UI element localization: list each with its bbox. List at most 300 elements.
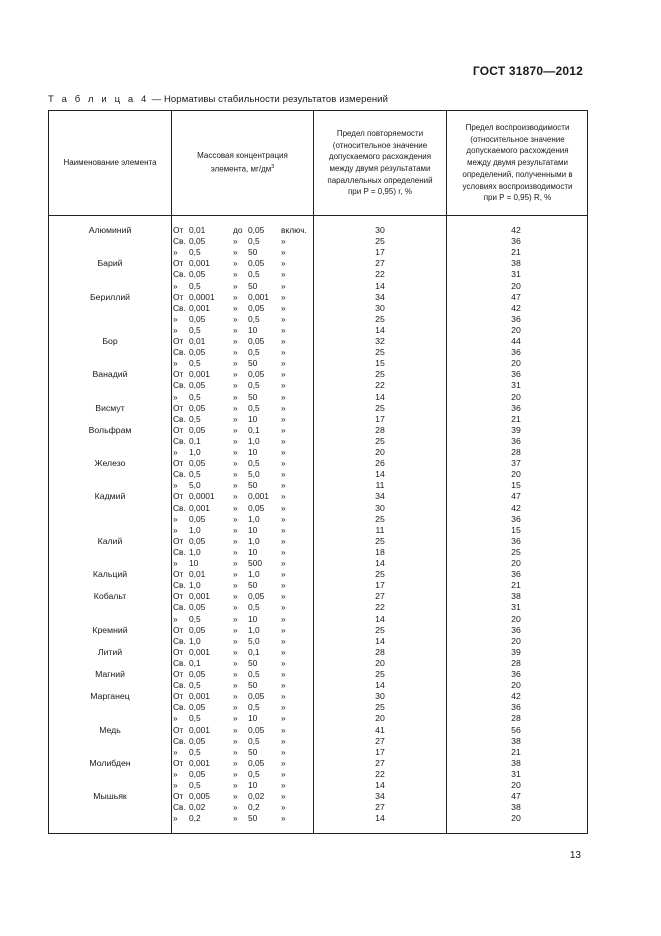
range-suffix: » (281, 657, 286, 668)
reproducibility-value: 36 (511, 624, 521, 635)
range-to: 10 (248, 447, 258, 457)
range-prefix: От (173, 491, 184, 502)
range-from: 0,05 (189, 402, 206, 413)
column-divider (446, 111, 447, 833)
range-suffix: » (281, 302, 286, 313)
range-suffix: » (281, 391, 286, 402)
range-suffix: » (281, 380, 286, 391)
reproducibility-value: 42 (511, 691, 521, 702)
range-connector: » (233, 602, 238, 613)
range-prefix: Св. (173, 380, 186, 391)
range-prefix: » (173, 813, 178, 824)
range-from: 0,001 (189, 646, 210, 657)
column-divider (171, 111, 172, 833)
reproducibility-value: 28 (511, 447, 521, 457)
range-prefix: От (173, 646, 184, 657)
range-connector: » (233, 491, 238, 502)
range-connector: » (233, 324, 238, 335)
range-prefix: От (173, 591, 184, 602)
range-suffix: » (281, 735, 286, 746)
range-prefix: Св. (173, 735, 186, 746)
range-to: 5,0 (248, 635, 260, 646)
range-suffix: » (281, 469, 286, 480)
reproducibility-value: 44 (511, 336, 521, 346)
range-suffix: » (281, 513, 286, 524)
range-to: 0,05 (248, 691, 265, 702)
range-suffix: » (281, 580, 286, 591)
range-prefix: » (173, 613, 178, 624)
range-suffix: » (281, 569, 286, 580)
range-to: 0,5 (248, 269, 260, 280)
repeatability-value: 34 (375, 291, 385, 302)
repeatability-value: 25 (375, 702, 385, 713)
element-name: Кальций (92, 569, 128, 580)
range-to: 1,0 (248, 435, 260, 446)
reproducibility-value: 36 (511, 669, 521, 679)
range-from: 0,05 (189, 702, 206, 713)
repeatability-value: 14 (375, 558, 385, 568)
range-connector: » (233, 680, 238, 691)
header-repeatability-line: допускаемого расхождения (328, 152, 432, 162)
range-prefix: Св. (173, 657, 186, 668)
table-caption (48, 94, 388, 105)
element-name: Барий (97, 258, 123, 269)
repeatability-value: 25 (375, 513, 385, 524)
header-repeatability-line: параллельных определений (327, 175, 433, 185)
reproducibility-value: 37 (511, 458, 521, 469)
stability-table (48, 110, 588, 834)
range-to: 0,5 (248, 669, 260, 679)
range-prefix: От (173, 336, 184, 346)
repeatability-value: 18 (375, 546, 385, 557)
range-to: 5,0 (248, 469, 260, 480)
reproducibility-value: 28 (511, 713, 521, 724)
range-from: 0,1 (189, 435, 201, 446)
repeatability-value: 34 (375, 491, 385, 502)
range-prefix: От (173, 757, 184, 768)
range-to: 0,5 (248, 768, 260, 779)
page-number: 13 (569, 850, 581, 861)
unit-superscript: 3 (271, 164, 275, 171)
range-from: 0,05 (189, 236, 206, 247)
range-prefix: Св. (173, 269, 186, 280)
range-prefix: Св. (173, 546, 186, 557)
repeatability-value: 25 (375, 369, 385, 380)
range-prefix: От (173, 402, 184, 413)
range-suffix: » (281, 336, 286, 346)
range-prefix: » (173, 713, 178, 724)
reproducibility-value: 47 (511, 491, 521, 502)
element-name: Вольфрам (88, 424, 132, 435)
reproducibility-value: 36 (511, 702, 521, 713)
element-name: Бор (102, 336, 118, 346)
range-to: 0,05 (248, 336, 265, 346)
range-from: 1,0 (189, 546, 201, 557)
range-to: 0,5 (248, 236, 260, 247)
reproducibility-value: 36 (511, 569, 521, 580)
range-suffix: » (281, 447, 286, 457)
repeatability-value: 25 (375, 435, 385, 446)
reproducibility-value: 20 (511, 358, 521, 369)
range-from: 1,0 (189, 635, 201, 646)
element-name: Кадмий (94, 491, 126, 502)
range-from: 0,05 (189, 269, 206, 280)
repeatability-value: 26 (375, 458, 385, 469)
range-prefix: От (173, 458, 184, 469)
repeatability-value: 27 (375, 258, 385, 269)
range-suffix: » (281, 680, 286, 691)
range-connector: » (233, 269, 238, 280)
reproducibility-value: 15 (511, 480, 521, 491)
range-suffix: » (281, 613, 286, 624)
range-suffix: » (281, 558, 286, 568)
range-suffix: » (281, 435, 286, 446)
range-connector: » (233, 336, 238, 346)
reproducibility-value: 38 (511, 735, 521, 746)
range-to: 50 (248, 247, 258, 258)
range-prefix: » (173, 447, 178, 457)
repeatability-value: 30 (375, 302, 385, 313)
header-concentration-line: элемента, $мг/дм^3$ (210, 164, 275, 174)
range-from: 0,5 (189, 324, 201, 335)
reproducibility-value: 21 (511, 247, 521, 258)
range-suffix: » (281, 491, 286, 502)
repeatability-value: 14 (375, 635, 385, 646)
range-from: 1,0 (189, 447, 201, 457)
range-from: 0,05 (189, 347, 206, 358)
range-from: 0,0001 (189, 491, 215, 502)
reproducibility-value: 20 (511, 469, 521, 480)
range-from: 0,5 (189, 247, 201, 258)
range-to: 0,05 (248, 502, 265, 513)
reproducibility-value: 25 (511, 546, 521, 557)
reproducibility-value: 31 (511, 380, 521, 391)
reproducibility-value: 38 (511, 802, 521, 813)
reproducibility-value: 36 (511, 402, 521, 413)
range-from: 0,2 (189, 813, 201, 824)
range-prefix: От (173, 791, 184, 802)
range-connector: » (233, 513, 238, 524)
repeatability-value: 14 (375, 391, 385, 402)
range-connector: » (233, 591, 238, 602)
range-prefix: Св. (173, 236, 186, 247)
range-from: 0,05 (189, 424, 206, 435)
range-from: 0,001 (189, 369, 210, 380)
repeatability-value: 14 (375, 813, 385, 824)
reproducibility-value: 42 (511, 502, 521, 513)
range-suffix: » (281, 236, 286, 247)
header-repeatability-line: (относительное значение (332, 140, 428, 150)
range-from: 0,05 (189, 458, 206, 469)
range-connector: » (233, 702, 238, 713)
range-to: 0,05 (248, 757, 265, 768)
range-from: 0,05 (189, 535, 206, 546)
range-suffix: » (281, 458, 286, 469)
repeatability-value: 14 (375, 680, 385, 691)
range-connector: » (233, 635, 238, 646)
range-from: 0,05 (189, 624, 206, 635)
range-to: 500 (248, 558, 262, 568)
range-connector: до (233, 225, 243, 235)
range-suffix: » (281, 347, 286, 358)
range-prefix: Св. (173, 635, 186, 646)
repeatability-value: 25 (375, 624, 385, 635)
range-suffix: » (281, 413, 286, 424)
repeatability-value: 14 (375, 280, 385, 291)
range-to: 0,05 (248, 369, 265, 380)
range-prefix: Св. (173, 702, 186, 713)
range-from: 0,5 (189, 746, 201, 757)
range-from: 0,5 (189, 713, 201, 724)
header-element-text: Наименование элемента (63, 158, 157, 168)
range-to: 0,5 (248, 458, 260, 469)
range-prefix: » (173, 513, 178, 524)
range-connector: » (233, 502, 238, 513)
range-to: 0,5 (248, 402, 260, 413)
range-prefix: От (173, 724, 184, 735)
range-from: 0,5 (189, 469, 201, 480)
range-to: 0,02 (248, 791, 265, 802)
range-connector: » (233, 624, 238, 635)
range-suffix: » (281, 635, 286, 646)
range-suffix: » (281, 646, 286, 657)
range-prefix: От (173, 369, 184, 380)
range-to: 0,05 (248, 258, 265, 269)
reproducibility-value: 38 (511, 591, 521, 602)
repeatability-value: 25 (375, 669, 385, 679)
range-from: 0,01 (189, 336, 206, 346)
range-suffix: » (281, 280, 286, 291)
repeatability-value: 15 (375, 358, 385, 369)
repeatability-value: 22 (375, 768, 385, 779)
range-connector: » (233, 813, 238, 824)
range-to: 50 (248, 358, 258, 369)
range-from: 0,05 (189, 513, 206, 524)
range-suffix: » (281, 524, 286, 535)
range-to: 50 (248, 280, 258, 291)
repeatability-value: 25 (375, 313, 385, 324)
reproducibility-value: 20 (511, 613, 521, 624)
range-suffix: » (281, 602, 286, 613)
header-reproducibility-line: между двумя результатами (467, 158, 568, 168)
range-to: 0,5 (248, 347, 260, 358)
range-suffix: » (281, 402, 286, 413)
range-suffix: » (281, 258, 286, 269)
reproducibility-value: 38 (511, 258, 521, 269)
range-prefix: Св. (173, 435, 186, 446)
range-suffix: » (281, 691, 286, 702)
range-suffix: включ. (281, 225, 307, 235)
range-suffix: » (281, 291, 286, 302)
range-from: 0,5 (189, 391, 201, 402)
range-connector: » (233, 546, 238, 557)
range-suffix: » (281, 247, 286, 258)
reproducibility-value: 36 (511, 513, 521, 524)
repeatability-value: 22 (375, 380, 385, 391)
range-connector: » (233, 791, 238, 802)
reproducibility-value: 36 (511, 236, 521, 247)
range-prefix: » (173, 768, 178, 779)
range-to: 0,5 (248, 702, 260, 713)
range-connector: » (233, 724, 238, 735)
table-caption-label: Т а б л и ц а 4 (48, 94, 149, 105)
range-prefix: Св. (173, 602, 186, 613)
range-prefix: » (173, 524, 178, 535)
reproducibility-value: 31 (511, 602, 521, 613)
range-connector: » (233, 746, 238, 757)
element-name: Алюминий (88, 225, 132, 235)
element-name: Литий (97, 646, 123, 657)
range-to: 50 (248, 680, 258, 691)
range-prefix: От (173, 669, 184, 679)
range-to: 10 (248, 524, 258, 535)
repeatability-value: 17 (375, 746, 385, 757)
range-connector: » (233, 447, 238, 457)
range-suffix: » (281, 369, 286, 380)
repeatability-value: 27 (375, 591, 385, 602)
range-from: 0,5 (189, 613, 201, 624)
range-suffix: » (281, 813, 286, 824)
range-to: 50 (248, 391, 258, 402)
range-from: 0,05 (189, 380, 206, 391)
range-to: 0,05 (248, 724, 265, 735)
reproducibility-value: 42 (511, 225, 521, 235)
range-suffix: » (281, 535, 286, 546)
element-name: Бериллий (89, 291, 131, 302)
range-to: 0,5 (248, 602, 260, 613)
range-prefix: Св. (173, 469, 186, 480)
reproducibility-value: 39 (511, 646, 521, 657)
repeatability-value: 27 (375, 802, 385, 813)
element-name: Медь (99, 724, 121, 735)
range-prefix: Св. (173, 802, 186, 813)
range-prefix: От (173, 225, 184, 235)
range-to: 0,5 (248, 313, 260, 324)
range-to: 50 (248, 480, 258, 491)
element-name: Молибден (89, 757, 131, 768)
range-to: 0,5 (248, 380, 260, 391)
reproducibility-value: 21 (511, 580, 521, 591)
range-connector: » (233, 713, 238, 724)
element-name: Кобальт (93, 591, 127, 602)
header-repeatability (314, 111, 446, 215)
range-prefix: » (173, 324, 178, 335)
range-from: 0,5 (189, 280, 201, 291)
range-from: 0,05 (189, 768, 206, 779)
range-from: 0,01 (189, 225, 206, 235)
range-suffix: » (281, 791, 286, 802)
range-from: 0,1 (189, 657, 201, 668)
repeatability-value: 27 (375, 757, 385, 768)
range-connector: » (233, 646, 238, 657)
repeatability-value: 25 (375, 535, 385, 546)
header-reproducibility-line: допускаемого расхождения (466, 146, 569, 156)
range-prefix: От (173, 569, 184, 580)
repeatability-value: 25 (375, 569, 385, 580)
range-from: 0,02 (189, 802, 206, 813)
range-suffix: » (281, 269, 286, 280)
range-connector: » (233, 369, 238, 380)
range-to: 10 (248, 324, 258, 335)
header-reproducibility-line: условиях воспроизводимости (462, 181, 573, 191)
range-suffix: » (281, 780, 286, 790)
range-connector: » (233, 236, 238, 247)
range-prefix: От (173, 258, 184, 269)
range-to: 0,05 (248, 591, 265, 602)
element-name: Калий (97, 535, 123, 546)
range-suffix: » (281, 358, 286, 369)
reproducibility-value: 21 (511, 413, 521, 424)
header-concentration-line: Массовая концентрация (197, 151, 288, 161)
header-repeatability-line: между двумя результатами (329, 164, 431, 173)
repeatability-value: 25 (375, 402, 385, 413)
table-caption-title: — Нормативы стабильности результатов измерений (151, 94, 389, 105)
range-from: 0,5 (189, 413, 201, 424)
range-connector: » (233, 524, 238, 535)
reproducibility-value: 36 (511, 435, 521, 446)
range-connector: » (233, 347, 238, 358)
reproducibility-value: 20 (511, 680, 521, 691)
element-name: Марганец (90, 691, 130, 702)
repeatability-value: 27 (375, 735, 385, 746)
range-to: 0,05 (248, 225, 265, 235)
range-suffix: » (281, 746, 286, 757)
range-from: 0,01 (189, 569, 206, 580)
range-from: 0,5 (189, 680, 201, 691)
range-connector: » (233, 535, 238, 546)
range-from: 0,05 (189, 735, 206, 746)
range-to: 1,0 (248, 569, 260, 580)
repeatability-value: 14 (375, 469, 385, 480)
repeatability-value: 20 (375, 447, 385, 457)
range-to: 1,0 (248, 624, 260, 635)
range-to: 0,05 (248, 302, 265, 313)
repeatability-value: 14 (375, 780, 385, 790)
reproducibility-value: 56 (511, 724, 521, 735)
repeatability-value: 17 (375, 247, 385, 258)
range-prefix: » (173, 391, 178, 402)
document-code: ГОСТ 31870—2012 (472, 64, 583, 78)
range-from: 0,5 (189, 780, 201, 790)
range-suffix: » (281, 802, 286, 813)
range-to: 0,5 (248, 735, 260, 746)
range-to: 10 (248, 613, 258, 624)
reproducibility-value: 21 (511, 746, 521, 757)
range-connector: » (233, 768, 238, 779)
reproducibility-value: 20 (511, 635, 521, 646)
range-connector: » (233, 291, 238, 302)
reproducibility-value: 31 (511, 269, 521, 280)
range-from: 0,001 (189, 302, 210, 313)
range-to: 1,0 (248, 513, 260, 524)
reproducibility-value: 31 (511, 768, 521, 779)
range-prefix: От (173, 624, 184, 635)
range-to: 0,001 (248, 491, 269, 502)
reproducibility-value: 20 (511, 813, 521, 824)
range-from: 0,05 (189, 602, 206, 613)
range-to: 10 (248, 780, 258, 790)
reproducibility-value: 20 (511, 558, 521, 568)
range-prefix: » (173, 480, 178, 491)
range-to: 50 (248, 746, 258, 757)
range-suffix: » (281, 424, 286, 435)
range-suffix: » (281, 713, 286, 724)
repeatability-value: 20 (375, 713, 385, 724)
range-prefix: От (173, 691, 184, 702)
repeatability-value: 22 (375, 269, 385, 280)
range-connector: » (233, 757, 238, 768)
element-name: Железо (94, 458, 126, 469)
